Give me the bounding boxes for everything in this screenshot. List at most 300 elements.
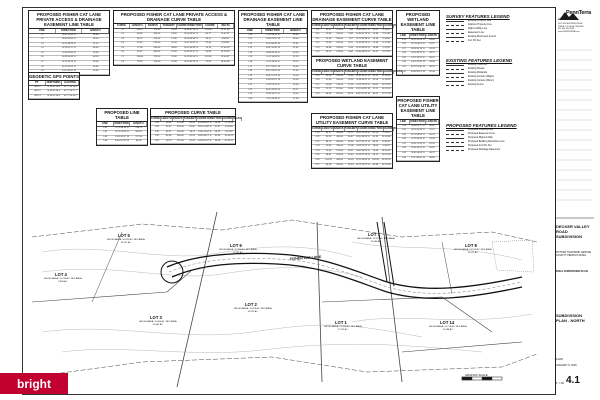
table-cell: L25 [402,38,406,41]
table-cell: 113.66 [136,56,143,59]
column-header: CURVE [312,24,322,27]
table-cell: N 49°01'25" E [356,33,370,36]
table-cell: L30 [402,61,406,64]
table-cell: 15.27 [372,28,379,31]
table-cell: 225.00 [153,60,161,63]
column-header: EASTING [62,81,79,85]
table-cell: 11°47'31" [220,33,231,36]
table-cell: S 70°21'55" E [356,83,370,86]
table-cell: C11 [315,37,320,40]
table-cell: C2 [121,33,124,36]
table-cell: L13 [248,47,253,50]
table-title: PROPOSED WETLAND EASEMENT LINE TABLE [397,11,439,34]
table-cell: C28 [154,121,159,124]
table-cell: 29.15 [292,61,299,64]
table-cell: L4 [41,47,44,50]
legend-item-label: Proposed Iron Pin Set [468,144,492,147]
legend-item-label: Existing Monument Found [468,35,496,38]
table-cell: N 39°47'44.6" [47,94,61,97]
column-header: DIRECTION [56,29,83,33]
lot-area-lot1: GROSS AREA: 12.093 AC. NET AREA: 11.702 AC. [323,326,363,331]
legend-line-icon [446,85,464,86]
legend-item-label: Existing Stream [468,67,485,70]
table-row [312,93,392,98]
table-cell: 300.00 [176,135,184,138]
table-cell: 15°10'04" [381,163,392,166]
table-cell: 58.81 [325,154,332,157]
table-cell: 475.00 [153,37,161,40]
table-cell: 18.17 [189,130,195,133]
legend-line-icon [446,134,464,135]
column-header: TANGENT [161,24,177,28]
table-cell: S 22°10'51" E [411,56,425,59]
proposed-line-table [96,108,148,146]
table-cell: 37.22 [429,43,435,46]
table-cell: 2°52'55" [382,46,391,49]
legend-line-icon [446,33,464,34]
table-cell: 22.45 [205,42,212,45]
table-cell: N 78°51'17" E [62,47,76,50]
table-cell: S 12°43'53" E [266,61,280,64]
table-row [97,140,147,145]
road-label: FISHER CAT LANE [289,254,322,262]
table-cell: 11°56'03" [381,79,392,82]
table-cell: N 62°56'40" E [184,46,198,49]
column-header: DELTA [394,70,403,73]
table-cell: N 37°05'18" E [62,61,76,64]
legend-item-label: Existing Contour (Minor) [468,79,494,82]
lot-label-lot1: LOT 1 [335,320,347,325]
table-cell: C19 [315,92,320,95]
table-cell: 66.18 [325,163,332,166]
table-cell: 20.00 [292,93,299,96]
table-cell: 44.86 [429,38,435,41]
table-cell: 27.56 [171,51,177,54]
table-cell: N 46°13'46" E [62,33,76,36]
table-cell: L36 [402,138,406,141]
table-cell: L26 [402,43,406,46]
table-cell: 13.96 [372,33,379,36]
table-cell: 125.00 [336,88,343,91]
table-cell: 21.65 [292,47,299,50]
table-cell: C10 [315,33,320,36]
table-cell: 34.11 [205,37,211,40]
table-cell: 325.00 [176,126,184,129]
table-cell: 58.33 [214,121,221,124]
table-cell: GPS 1 [34,85,41,88]
table-cell: 15.36 [292,84,299,87]
table-cell: S 66°11'25" W [266,38,280,41]
table-cell: 23°41'38" [220,28,231,31]
table-cell: 78.65 [171,28,177,31]
table-cell: 11°08'44" [381,74,392,77]
legend-item-label: Proposed Drainage Easement [468,148,501,151]
table-cell: C3 [121,37,124,40]
column-header: DIRECTION [114,122,129,125]
legend-line-icon [446,41,464,42]
utility-easement-curve-table [311,113,393,169]
table-cell: L3 [41,42,44,45]
legend-item-label: Existing Wetlands [468,71,487,74]
column-header: LENGTH [130,122,147,126]
table-cell: 47.91 [165,126,172,129]
table-cell: N 31°53'52" E [62,65,76,68]
table-cell: L7 [41,61,44,64]
table-cell: 70.43 [325,149,332,152]
table-cell: 102.67 [135,131,143,134]
lot-label-lot8: LOT 8 [465,243,477,248]
table-cell: L16 [248,61,253,64]
revision-grid [555,40,594,220]
table-cell: 48.30 [325,92,332,95]
table-cell: N 44°14'47" E [184,51,198,54]
table-cell: C29 [154,126,159,129]
table-cell: N 63°38'21" E [197,135,212,138]
firm-name: PennTerra [566,10,591,16]
table-row [29,95,79,100]
table-cell: 15.27 [325,28,332,31]
table-cell: 21.25 [292,56,299,59]
table-cell: 29.18 [325,74,332,77]
table-cell: 300.00 [336,136,343,139]
address-line: STATE COLLEGE, PA 16801 [558,25,584,28]
firm-address [558,23,584,33]
column-header: LENGTH [284,29,307,33]
table-cell: N 42°31'04" E [411,38,425,41]
table-cell: 9.43 [348,46,353,49]
column-header: DELTA [233,117,242,120]
address-line: 3075 ENTERPRISE DRIVE [558,23,583,25]
table-cell: C32 [154,139,159,142]
table-cell: L18 [248,70,253,73]
lot-label-lot3: LOT 3 [150,315,162,320]
table-cell: N 62°25'38" E [411,129,425,132]
column-header: NORTHING [46,81,61,84]
table-cell: 36.23 [214,130,221,133]
table-cell: 275.00 [153,56,161,59]
table-cell: 10°34'11" [224,139,234,142]
table-cell: GPS 2 [34,90,41,93]
column-header: RADIUS [333,127,344,130]
table-cell: W 77°20'27.7" [63,90,78,93]
table-cell: C7 [121,56,124,59]
utility-easement-line-table [396,96,440,162]
table-cell: 153.94 [204,28,212,31]
table-cell: S 80°11'44" E [198,130,212,133]
table-cell: C26 [315,159,320,162]
table-cell: 9°14'09" [225,130,234,133]
table-cell: C1 [121,28,124,31]
table-cell: L43 [103,135,108,138]
column-header: PT [29,81,46,85]
table-cell: S 54°37'09" W [410,61,426,64]
table-cell: 26.08 [372,145,379,148]
table-cell: L22 [248,88,253,91]
table-cell: S 31°57'41" E [266,84,280,87]
table-cell: 81.80 [214,135,221,138]
column-header: LINE [397,34,410,38]
table-cell: L24 [248,97,253,100]
column-header: LINE [239,29,262,33]
table-cell: N 38°14'21" E [266,93,280,96]
table-cell: C25 [315,154,320,157]
legend-line-icon [446,65,464,66]
table-cell: 30.00 [292,51,299,54]
table-cell: 34.12 [136,37,143,40]
column-header: CHORD DIRECTION [197,117,222,120]
table-cell: 300.00 [153,51,161,54]
bright-badge: bright [0,373,68,394]
legend-line-icon [446,25,464,26]
table-cell: 48.21 [372,92,379,95]
lot-area-lot8: GROSS AREA: 13.512 AC. NET AREA: 13.071 AC. [453,249,493,254]
table-cell: N 49°03'17" E [411,124,425,127]
table-cell: N 30°44'08" E [411,152,425,155]
legend-heading: PROPOSED FEATURES LEGEND [446,123,517,128]
table-cell: 44.37 [429,152,435,155]
table-cell: 24.24 [347,92,354,95]
table-cell: 20°02'16" [381,159,392,162]
legend-line-icon [446,142,464,143]
table-cell: 12°10'33" [224,121,234,124]
column-header: LENGTH [426,34,438,37]
legend-line-icon [446,138,464,139]
table-cell: N 51°45'39" W [265,88,281,91]
table-cell: N 36°47'33" E [184,28,198,31]
table-cell: N 22°44'29" E [184,60,198,63]
table-cell: 18.86 [372,46,379,49]
table-cell: 46.83 [429,124,435,127]
table-cell: L44 [103,140,108,143]
table-cell: 15.34 [372,37,379,40]
table-cell: C16 [315,79,320,82]
table-cell: 46.51 [429,66,435,69]
lot-label-lot2: LOT 2 [245,302,257,307]
table-cell: 155.07 [136,28,144,31]
column-header: LINE [97,122,114,126]
table-cell: 55.70 [429,133,435,136]
table-title: GEODETIC GPS POINTS [29,74,79,79]
table-cell: 30.00 [292,65,299,68]
table-cell: 34.52 [429,147,435,150]
table-cell: 24.00 [189,126,195,129]
column-header: CHORD [222,117,233,120]
column-header: DIRECTION [410,34,425,37]
table-cell: N 31°28'55" E [356,159,370,162]
table-cell: N 71°35'38" E [356,37,370,40]
table-cell: N 48°08'11" E [356,79,370,82]
table-cell: L27 [402,47,406,50]
table-cell: N 65°08'54" E [184,37,198,40]
table-cell: 57.22 [92,42,99,45]
column-header: TANGENT [183,117,197,120]
lot-area-lot14: GROSS AREA: 10.716 AC. NET AREA: 10.398 AC. [428,326,468,331]
lot-label-lot14: LOT 14 [440,320,455,325]
table-cell: 325.00 [336,33,343,36]
table-cell: 450.00 [336,140,343,143]
table-cell: 70.24 [372,149,379,152]
table-cell: 13.06 [348,145,354,148]
legend-item-label: Proposed Building Restriction Line [468,140,505,143]
table-cell: 57.66 [171,56,177,59]
table-cell: 54.89 [205,51,212,54]
table-cell: 18.58 [92,51,99,54]
table-cell: N 62°47'29" W [355,92,371,95]
table-cell: L17 [248,65,253,68]
table-cell: 41.59 [372,79,379,82]
table-cell: 14°40'25" [381,149,392,152]
table-cell: L8 [41,65,44,68]
private-access-curve-table [113,10,235,66]
table-cell: 50.73 [165,139,172,142]
legend-heading: SURVEY FEATURES LEGEND [446,14,510,19]
table-cell: N 23°48'35" W [265,42,281,45]
table-cell: 325.00 [153,33,161,36]
table-cell: N 53°49'51" E [184,33,198,36]
table-cell: 27.91 [292,42,299,45]
table-cell: 33.56 [171,33,177,36]
table-cell: 25.44 [189,139,195,142]
table-cell: 104.92 [325,159,332,162]
table-cell: 49.86 [429,156,435,159]
column-header: LENGTH [130,24,146,28]
table-cell: N 63°54'16" E [411,47,425,50]
legend-line-icon [446,146,464,147]
legend-line-icon [446,130,464,131]
column-header: CURVE [312,70,322,73]
table-cell: 375.00 [153,28,161,31]
table-cell: 76.79 [205,46,212,49]
table-cell: 225.00 [177,130,184,133]
table-cell: L2 [41,38,44,41]
legend-item-label: Proposed Property Line [468,128,494,131]
table-cell: L34 [402,129,406,132]
table-cell: 15.03 [292,74,299,77]
table-cell: 7°13'51" [382,131,391,134]
column-header: CHORD [383,127,394,130]
lot-label-lot4: LOT 4 [55,272,67,277]
table-cell: 12.93 [325,42,332,45]
table-cell: N 49°53'46" E [62,56,76,59]
table-cell: 6.47 [348,42,353,45]
table-cell: W 77°20'40.2" [63,94,78,97]
table-cell: N 17°08'25" E [411,43,425,46]
column-header: LENGTH [426,120,438,123]
table-cell: 33.94 [92,61,99,64]
table-cell: GPS 3 [34,94,41,97]
table-cell: N 32°41'40" E [184,56,198,59]
table-cell: 300.00 [336,159,343,162]
table-cell: 225.00 [153,42,161,45]
table-cell: 20.91 [348,79,354,82]
table-cell: 112.85 [205,56,212,59]
table-cell: 10°22'03" [381,154,392,157]
column-header: RADIUS [172,117,183,120]
legend-item [446,148,546,152]
table-cell: N 39°47'48.1" [47,90,61,93]
table-cell: 47.87 [214,126,221,129]
table-cell: S 82°10'47" E [184,42,198,45]
legend-item-label: Iron Pin Set [468,39,481,42]
table-cell: C23 [315,145,320,148]
table-cell: N 42°17'06" E [356,131,370,134]
table-cell: L19 [248,74,253,77]
column-header: CURVE [151,117,161,120]
table-cell: S 01°16'44" E [266,56,280,59]
table-cell: 73.03 [205,60,212,63]
table-cell: 11.24 [171,42,177,45]
table-cell: S 78°53'50" E [62,51,76,54]
table-cell: S 81°43'22" E [411,52,425,55]
legend-heading: EXISTING FEATURES LEGEND [446,58,513,63]
table-cell: C31 [154,135,159,138]
table-cell: 58.73 [372,154,379,157]
table-cell: N 88°43'16" E [266,51,280,54]
table-cell: 38.75 [325,140,332,143]
table-cell: L23 [248,93,253,96]
table-cell: 73.35 [136,60,143,63]
table-cell: S 15°04'38" W [355,88,371,91]
table-cell: 19.39 [347,140,354,143]
table-cell: 10°29'53" [220,51,231,54]
table-cell: 30.00 [292,38,299,41]
table-cell: 350.00 [336,131,343,134]
legend-item-label: Proposed Right-of-Way [468,136,493,139]
table-cell: N 41°55'03" E [356,46,370,49]
column-header: LENGTH [82,29,109,33]
legend-item-label: Proposed Easement Line [468,132,495,135]
table-cell: C18 [315,88,320,91]
table-cell: 175.00 [336,83,344,86]
column-header: CHORD DIRECTION [177,24,202,27]
table-cell: 325.00 [336,154,343,157]
table-cell: 66.89 [136,33,143,36]
table-cell: 15.34 [325,37,332,40]
table-title: PROPOSED FISHER CAT LANE UTILITY EASEMENT LINE TABLE [397,98,439,118]
column-header: LENGTH [322,70,333,73]
table-cell: 8.06 [348,51,353,54]
column-header: LENGTH [322,24,333,27]
legend-item-label: Existing Tree Line [468,63,488,66]
site-plan-drawing [22,182,555,395]
table-cell: 53.00 [347,159,354,162]
lot-label-lot5: LOT 5 [118,233,130,238]
table-cell: 117.39 [135,135,142,138]
column-header: CHORD DIRECTION [358,70,383,73]
table-cell: 18.86 [325,46,332,49]
table-title: PROPOSED FISHER CAT LANE DRAINAGE EASEMENT CURVE TABLE [312,12,392,22]
table-cell: N 39°45'18" E [197,121,212,124]
column-header: RADIUS [333,24,344,27]
table-cell: 44.14 [372,131,379,134]
table-cell: 21.98 [292,97,299,100]
sheet-name: SUBDIVISION PLAN - NORTH [556,313,585,323]
table-cell: 7.67 [348,37,353,40]
table-cell: 88.05 [135,140,142,143]
table-cell: C5 [121,46,124,49]
table-cell: L40 [402,156,406,159]
table-cell: 47.91 [429,142,435,145]
table-cell: C9 [316,28,319,31]
table-cell: N 60°54'50" E [62,38,76,41]
table-cell: 77.09 [136,46,143,49]
table-cell: 150.00 [336,74,343,77]
table-cell: 12°17'59" [381,92,392,95]
table-cell: 14.64 [347,74,354,77]
table-cell: 225.00 [336,92,343,95]
table-row [114,61,234,66]
graphic-scale-label: GRAPHIC SCALE [465,373,488,377]
